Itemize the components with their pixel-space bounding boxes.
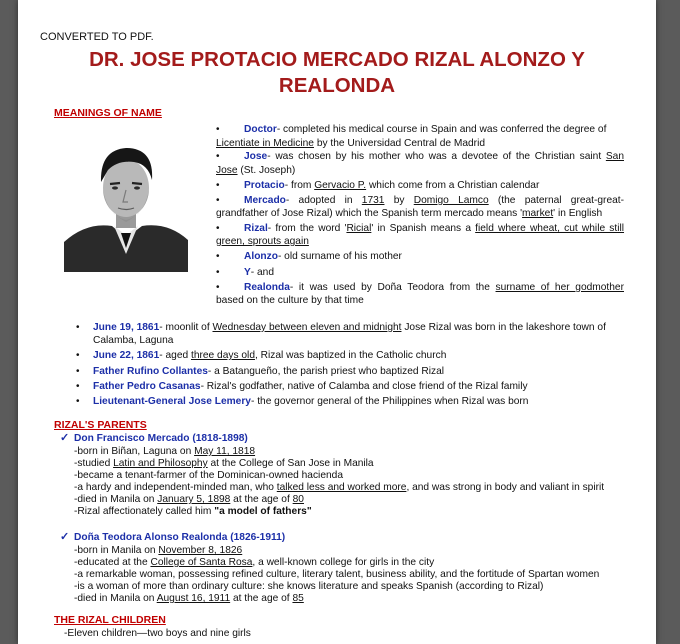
father-name: Don Francisco Mercado (1818-1898): [74, 433, 248, 444]
bullet: •: [216, 282, 220, 293]
bullet: •: [76, 396, 80, 407]
event-baptism: June 22, 1861- aged three days old, Rizal was baptized in the Catholic church: [93, 350, 447, 361]
bullet: •: [216, 180, 220, 191]
bullet: •: [216, 223, 220, 234]
father-line-3: -became a tenant-farmer of the Dominican-owned hacienda: [74, 470, 343, 481]
father-line-1: -born in Biñan, Laguna on May 11, 1818: [74, 446, 256, 457]
link-surname-godmother[interactable]: surname of her godmother: [495, 282, 624, 293]
document-page: [18, 0, 656, 644]
term: Doctor: [244, 124, 277, 135]
converted-note: CONVERTED TO PDF.: [40, 31, 154, 43]
children-line-1: -Eleven children—two boys and nine girls: [64, 628, 251, 639]
link-three-days[interactable]: three days old: [190, 350, 255, 361]
bullet: •: [76, 381, 80, 392]
check-icon: ✓: [60, 432, 70, 444]
mother-line-5: -died in Manila on August 16, 1911 at the age of 85: [74, 593, 304, 604]
link-market[interactable]: market: [522, 208, 554, 219]
link-san-jose[interactable]: San: [605, 151, 624, 162]
father-line-2: -studied Latin and Philosophy at the College of San Jose in Manila: [74, 458, 374, 469]
bullet: •: [216, 195, 220, 206]
bullet: •: [216, 151, 220, 162]
father-line-4: -a hardy and independent-minded man, who talked less and worked more, and was strong in body and valiant in spirit: [74, 482, 605, 493]
section-heading-children: THE RIZAL CHILDREN: [54, 614, 166, 626]
father-line-6: -Rizal affectionately called him "a model of fathers": [74, 506, 312, 517]
meaning-protacio: Protacio- from Gervacio P. which come from a Christian calendar: [244, 180, 540, 191]
meaning-realonda-line2: based on the culture by that time: [216, 295, 364, 306]
meaning-mercado-line2: grandfather of Jose Rizal) which the Spanish term mercado means 'market' in English: [216, 208, 603, 219]
mother-name: Doña Teodora Alonso Realonda (1826-1911): [74, 532, 286, 543]
page-title-line-1: DR. JOSE PROTACIO MERCADO RIZAL ALONZO Y: [89, 48, 585, 71]
event-birth: June 19, 1861- moonlit of Wednesday between eleven and midnight Jose Rizal was born in the lakeshore town of: [93, 322, 606, 333]
check-icon: ✓: [60, 531, 70, 543]
page-title-line-2: REALONDA: [278, 74, 396, 97]
meaning-alonzo: Alonzo- old surname of his mother: [244, 251, 402, 262]
mother-line-3: -a remarkable woman, possessing refined culture, literary talent, business ability, and the fortitude of Spartan women: [74, 569, 600, 580]
event-birth-line2: Calamba, Laguna: [93, 335, 174, 346]
meaning-realonda: Realonda- it was used by Doña Teodora from the surname of her godmother: [244, 282, 624, 293]
bullet: •: [76, 322, 80, 333]
event-priest: Father Rufino Collantes- a Batangueño, the parish priest who baptized Rizal: [93, 366, 445, 377]
mother-line-2: -educated at the College of Santa Rosa, a well-known college for girls in the city: [74, 557, 435, 568]
bullet: •: [216, 124, 220, 135]
link-wednesday[interactable]: Wednesday between eleven and midnight: [212, 322, 402, 333]
mother-line-4: -is a woman of more than ordinary culture: she knows literature and speaks Spanish (according to Rizal): [74, 581, 544, 592]
section-heading-meanings: MEANINGS OF NAME: [54, 107, 162, 119]
event-godfather: Father Pedro Casanas- Rizal's godfather, native of Calamba and close friend of the Rizal family: [93, 381, 528, 392]
meaning-jose: Jose- was chosen by his mother who was a devotee of the Christian saint San: [244, 151, 624, 162]
meaning-y: Y- and: [244, 267, 275, 278]
event-governor: Lieutenant-General Jose Lemery- the governor general of the Philippines when Rizal was born: [93, 396, 529, 407]
link-gervacio[interactable]: Gervacio P.: [314, 180, 367, 191]
father-line-5: -died in Manila on January 5, 1898 at the age of 80: [74, 494, 304, 505]
bullet: •: [216, 251, 220, 262]
bullet: •: [76, 350, 80, 361]
meaning-rizal-line2: green, sprouts again: [216, 236, 309, 247]
link-field-wheat[interactable]: field where wheat, cut while still: [475, 223, 625, 234]
bullet: •: [216, 267, 220, 278]
link-licentiate[interactable]: Licentiate in Medicine: [216, 138, 314, 149]
portrait-image: [64, 130, 188, 272]
meaning-mercado: Mercado- adopted in 1731 by Domigo Lamco (the paternal great-great-: [244, 195, 625, 206]
meaning-doctor: Doctor- completed his medical course in Spain and was conferred the degree of: [244, 124, 607, 135]
mother-line-1: -born in Manila on November 8, 1826: [74, 545, 243, 556]
section-heading-parents: RIZAL'S PARENTS: [54, 419, 147, 431]
meaning-jose-line2: Jose (St. Joseph): [216, 165, 296, 176]
bullet: •: [76, 366, 80, 377]
meaning-rizal: Rizal- from the word 'Ricial' in Spanish means a field where wheat, cut while still: [244, 223, 625, 234]
meaning-doctor-line2: Licentiate in Medicine by the Universidad Central de Madrid: [216, 138, 485, 149]
